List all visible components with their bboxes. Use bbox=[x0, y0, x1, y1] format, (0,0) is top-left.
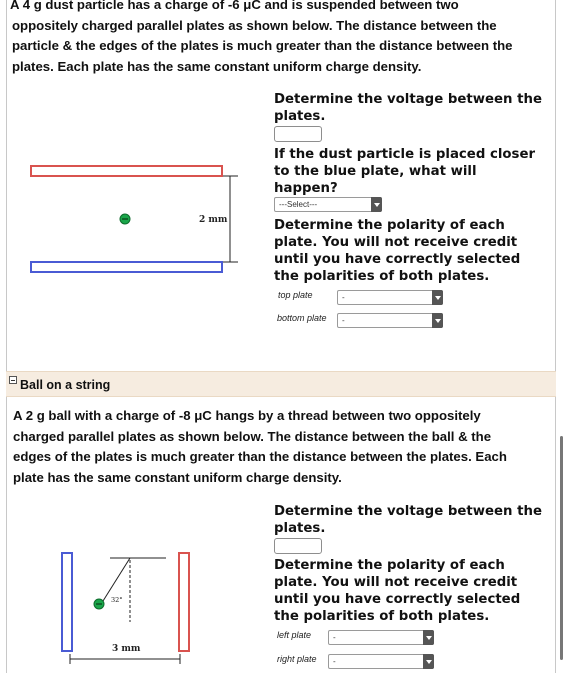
bottom-plate-label: bottom plate bbox=[277, 313, 327, 323]
charged-ball bbox=[94, 599, 104, 609]
p1-voltage-question-2: plates. bbox=[274, 109, 326, 124]
p2-polarity-question-3: until you have correctly selected bbox=[274, 592, 521, 607]
section-title: Ball on a string bbox=[20, 378, 111, 392]
p1-voltage-input[interactable] bbox=[274, 126, 322, 142]
p1-closer-question-2: to the blue plate, what will bbox=[274, 164, 477, 179]
top-plate-select[interactable] bbox=[337, 290, 443, 305]
vertical-scrollbar[interactable] bbox=[560, 436, 563, 660]
gap-label: 2 mm bbox=[199, 215, 228, 225]
chevron-down-icon[interactable] bbox=[432, 290, 443, 305]
p1-polarity-question-1: Determine the polarity of each bbox=[274, 218, 505, 233]
p2-voltage-input[interactable] bbox=[274, 538, 322, 554]
gap-label: 3 mm bbox=[112, 644, 141, 654]
right-plate-select[interactable] bbox=[328, 654, 434, 669]
p1-closer-select[interactable] bbox=[274, 197, 382, 212]
left-plate-select-value: - bbox=[333, 633, 336, 642]
top-plate-select-value: - bbox=[342, 293, 345, 302]
problem2-line-2: charged parallel plates as shown below. The distance between the ball & the bbox=[13, 429, 492, 444]
p1-polarity-question-2: plate. You will not receive credit bbox=[274, 235, 518, 250]
right-plate-label: right plate bbox=[277, 654, 317, 664]
problem1-line-1: A 4 g dust particle has a charge of -6 μC and is suspended between two bbox=[10, 0, 459, 12]
bottom-plate bbox=[31, 262, 222, 272]
p2-voltage-question-1: Determine the voltage between the bbox=[274, 504, 542, 519]
p1-closer-question-1: If the dust particle is placed closer bbox=[274, 147, 536, 162]
p2-polarity-question-4: the polarities of both plates. bbox=[274, 609, 490, 624]
p1-closer-select-value: ---Select--- bbox=[279, 200, 318, 209]
angle-label: 32° bbox=[111, 596, 123, 604]
chevron-down-icon[interactable] bbox=[371, 197, 382, 212]
bottom-plate-select[interactable] bbox=[337, 313, 443, 328]
chevron-down-icon[interactable] bbox=[432, 313, 443, 328]
section-header-ball-on-string[interactable] bbox=[6, 371, 556, 397]
problem2-line-4: plate has the same constant uniform charge density. bbox=[13, 470, 342, 485]
right-plate bbox=[179, 553, 189, 651]
problem2-line-1: A 2 g ball with a charge of -8 μC hangs by a thread between two oppositely bbox=[13, 408, 481, 423]
chevron-down-icon[interactable] bbox=[423, 654, 434, 669]
left-plate bbox=[62, 553, 72, 651]
thread bbox=[103, 558, 130, 601]
problem1-line-2: oppositely charged parallel plates as shown below. The distance between the bbox=[12, 18, 497, 33]
bottom-plate-select-value: - bbox=[342, 316, 345, 325]
left-plate-label: left plate bbox=[277, 630, 312, 640]
problem2-line-3: edges of the plates is much greater than the distance between the plates. Each bbox=[13, 449, 507, 464]
p2-polarity-question-2: plate. You will not receive credit bbox=[274, 575, 518, 590]
problem1-diagram bbox=[0, 150, 270, 280]
p2-voltage-question-2: plates. bbox=[274, 521, 326, 536]
problem1-line-3: particle & the edges of the plates is much greater than the distance between the bbox=[12, 38, 513, 53]
collapse-icon[interactable] bbox=[9, 376, 17, 384]
right-plate-select-value: - bbox=[333, 657, 336, 666]
left-plate-select[interactable] bbox=[328, 630, 434, 645]
p1-closer-question-3: happen? bbox=[274, 181, 338, 196]
p2-polarity-question-1: Determine the polarity of each bbox=[274, 558, 505, 573]
top-plate bbox=[31, 166, 222, 176]
p1-polarity-question-3: until you have correctly selected bbox=[274, 252, 521, 267]
problem2-diagram bbox=[50, 548, 200, 668]
dust-particle bbox=[120, 214, 130, 224]
p1-voltage-question-1: Determine the voltage between the bbox=[274, 92, 542, 107]
top-plate-label: top plate bbox=[278, 290, 313, 300]
chevron-down-icon[interactable] bbox=[423, 630, 434, 645]
problem1-line-4: plates. Each plate has the same constant uniform charge density. bbox=[12, 59, 422, 74]
p1-polarity-question-4: the polarities of both plates. bbox=[274, 269, 490, 284]
